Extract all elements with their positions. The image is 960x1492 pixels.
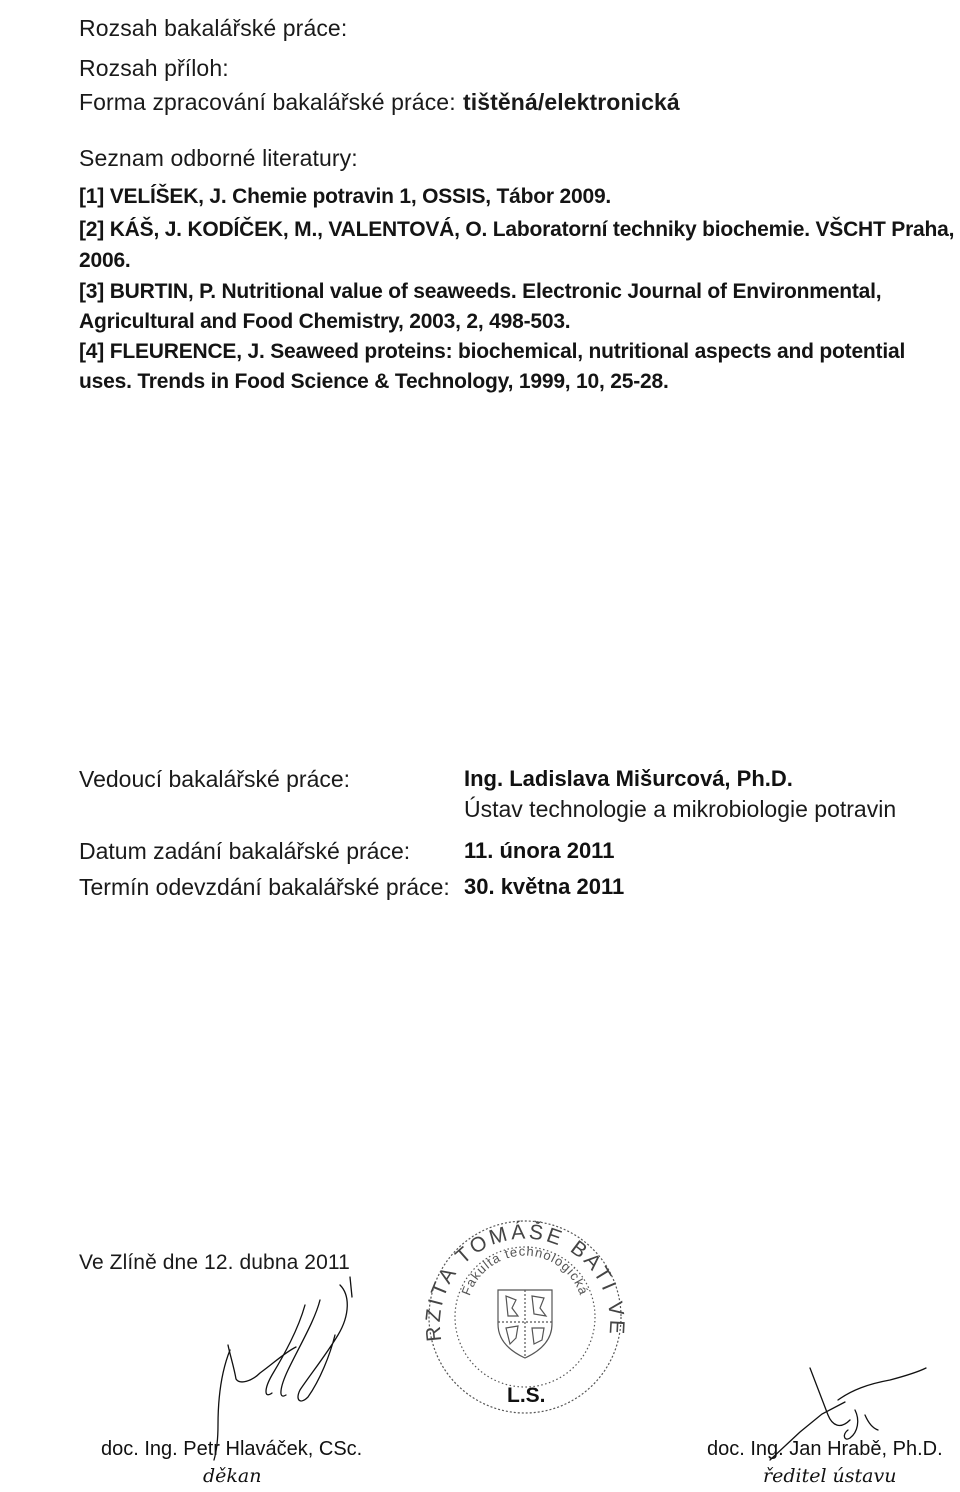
svg-text:UNIVERZITA TOMÁŠE BATI VE ZLÍN [411,1194,628,1349]
assigned-value: 11. února 2011 [464,838,615,863]
literature-line: [4] FLEURENCE, J. Seaweed proteins: biochemical, nutritional aspects and potential [79,340,906,363]
literature-line: [2] KÁŠ, J. KODÍČEK, M., VALENTOVÁ, O. Laboratorní techniky biochemie. VŠCHT Praha, [79,218,955,241]
appendix-label: Rozsah příloh: [79,55,229,81]
literature-line: [3] BURTIN, P. Nutritional value of seaweeds. Electronic Journal of Environmental, [79,280,882,303]
dean-role: děkan [203,1465,262,1487]
assigned-label: Datum zadání bakalářské práce: [79,838,411,864]
place-date: Ve Zlíně dne 12. dubna 2011 [79,1251,350,1274]
literature-line: 2006. [79,249,131,272]
literature-line: Agricultural and Food Chemistry, 2003, 2, 498-503. [79,310,571,333]
supervisor-institute: Ústav technologie a mikrobiologie potravin [464,796,897,822]
scope-label: Rozsah bakalářské práce: [79,15,348,41]
literature-heading: Seznam odborné literatury: [79,145,358,171]
university-seal [410,1194,630,1412]
deadline-value: 30. května 2011 [464,874,625,899]
seal-inner-text: Fakulta technologická [458,1243,592,1298]
form-value: tištěná/elektronická [463,89,680,115]
supervisor-label: Vedoucí bakalářské práce: [79,766,351,792]
seal-outer-text: UNIVERZITA TOMÁŠE BATI VE ZLÍNĚ [410,1194,629,1349]
form-label: Forma zpracování bakalářské práce: [79,89,456,115]
dean-name: doc. Ing. Petr Hlaváček, CSc. [101,1438,363,1460]
director-role: ředitel ústavu [763,1465,897,1487]
dean-signature [200,1275,380,1465]
supervisor-name: Ing. Ladislava Mišurcová, Ph.D. [464,766,793,791]
literature-line: uses. Trends in Food Science & Technology, 1999, 10, 25-28. [79,370,669,393]
seal-ls: L.S. [507,1384,546,1407]
coat-of-arms-icon [498,1290,552,1358]
deadline-label: Termín odevzdání bakalářské práce: [79,874,450,900]
literature-line: [1] VELÍŠEK, J. Chemie potravin 1, OSSIS, Tábor 2009. [79,185,612,208]
director-name: doc. Ing. Jan Hrabě, Ph.D. [707,1438,943,1460]
